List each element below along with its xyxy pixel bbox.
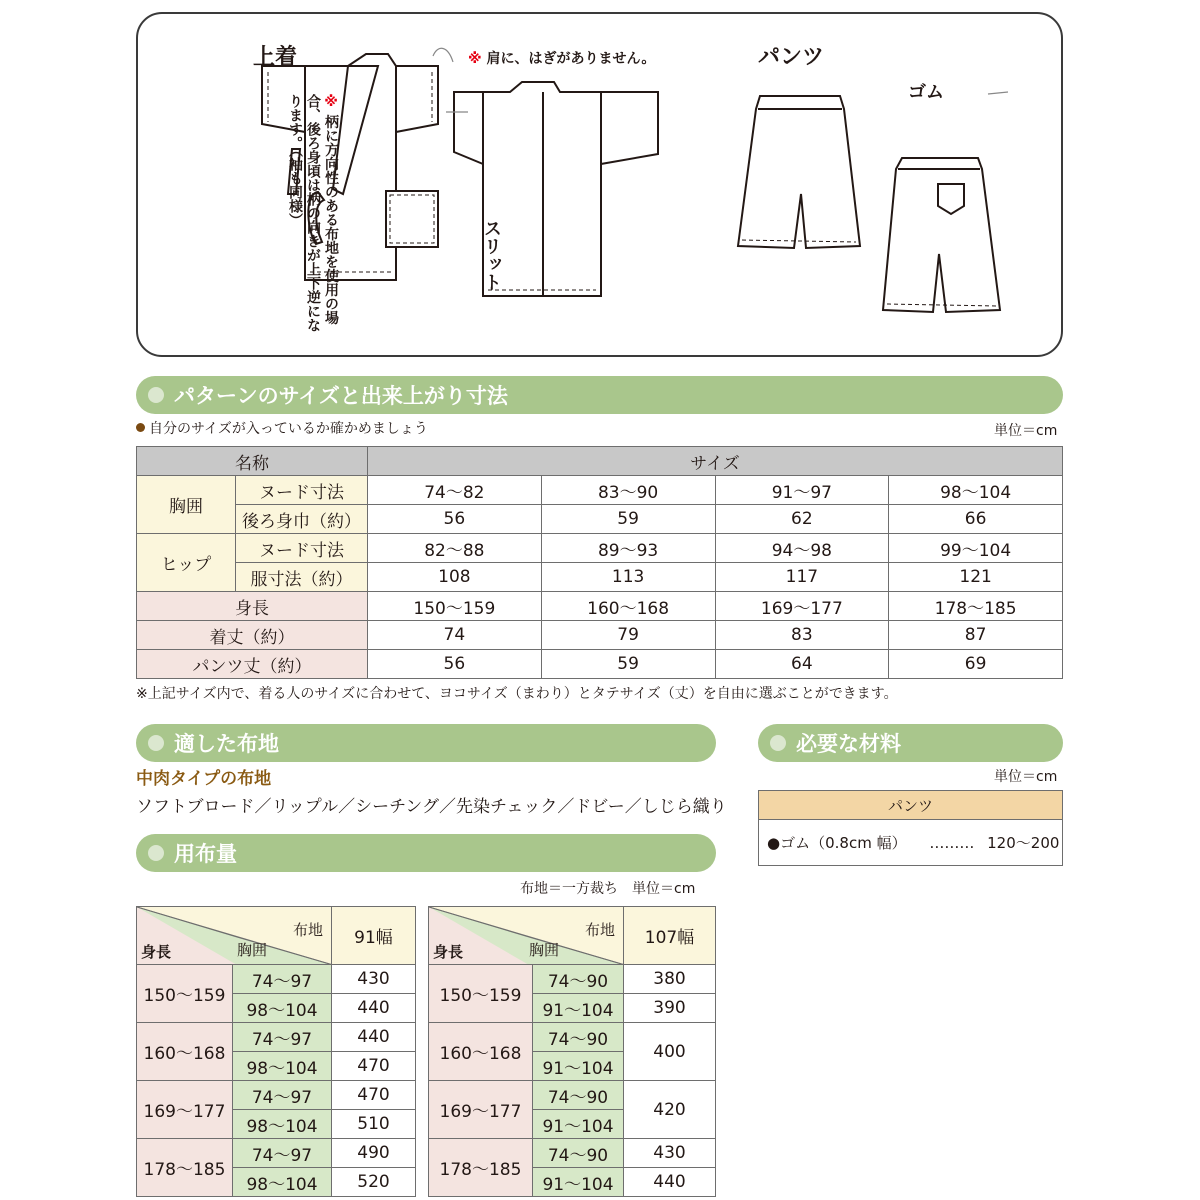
chest-cell: 91～104 [533, 1168, 624, 1197]
garment-illustration [136, 12, 1063, 357]
cell: 59 [541, 505, 715, 534]
elastic-label: ゴム [908, 82, 944, 103]
row-label: ヌード寸法 [236, 534, 368, 563]
materials-item [759, 820, 1063, 866]
row-label: 後ろ身巾（約） [236, 505, 368, 534]
chest-cell: 74～97 [233, 1023, 332, 1052]
cell: 74 [368, 621, 542, 650]
row-label: パンツ丈（約） [137, 650, 368, 679]
height-cell: 160～168 [137, 1023, 233, 1081]
value-cell: 430 [332, 965, 416, 994]
corner-chest-label: 胸囲 [237, 941, 268, 959]
cell: 87 [889, 621, 1063, 650]
circle-icon [148, 845, 164, 861]
height-cell: 150～159 [137, 965, 233, 1023]
height-cell: 169～177 [137, 1081, 233, 1139]
cell: 150～159 [368, 592, 542, 621]
chest-cell: 74～97 [233, 1139, 332, 1168]
corner-fabric-label: 布地 [292, 921, 323, 939]
slit-label: スリット [481, 219, 502, 291]
value-cell: 390 [624, 994, 716, 1023]
height-cell: 160～168 [429, 1023, 533, 1081]
materials-table [758, 790, 1063, 866]
cell: 83 [715, 621, 889, 650]
size-unit: 単位＝cm [994, 423, 1058, 439]
cell: 94～98 [715, 534, 889, 563]
section-title: 用布量 [174, 842, 237, 866]
header-size: サイズ [368, 447, 1063, 476]
chest-cell: 74～90 [533, 1139, 624, 1168]
size-footnote: ※上記サイズ内で、着る人のサイズに合わせて、ヨコサイズ（まわり）とタテサイズ（丈）を自由に選ぶことができます。 [136, 686, 898, 702]
circle-icon [148, 735, 164, 751]
cell: 56 [368, 505, 542, 534]
chest-cell: 98～104 [233, 1168, 332, 1197]
height-cell: 169～177 [429, 1081, 533, 1139]
row-label: 着丈（約） [137, 621, 368, 650]
value-cell: 440 [624, 1168, 716, 1197]
row-label: ヌード寸法 [236, 476, 368, 505]
table-row [137, 476, 1063, 505]
cell: 98～104 [889, 476, 1063, 505]
cell: 178～185 [889, 592, 1063, 621]
jacket-label: 上着 [253, 45, 298, 70]
cell: 79 [541, 621, 715, 650]
corner-height-label: 身長 [141, 943, 172, 961]
size-table [136, 446, 1063, 679]
cell: 74～82 [368, 476, 542, 505]
fabric-list: ソフトブロード／リップル／シーチング／先染チェック／ドビー／しじら織り [136, 797, 727, 817]
circle-icon [148, 387, 164, 403]
value-cell: 520 [332, 1168, 416, 1197]
height-cell: 178～185 [429, 1139, 533, 1197]
cell: 69 [889, 650, 1063, 679]
row-group-chest: 胸囲 [137, 476, 236, 534]
row-group-hip: ヒップ [137, 534, 236, 592]
corner-header [429, 907, 624, 965]
table-row [137, 505, 1063, 534]
table-row [137, 592, 1063, 621]
chest-cell: 98～104 [233, 994, 332, 1023]
value-cell: 470 [332, 1081, 416, 1110]
value-cell: 510 [332, 1110, 416, 1139]
header-name: 名称 [137, 447, 368, 476]
table-row [137, 621, 1063, 650]
value-cell: 400 [624, 1023, 716, 1081]
chest-cell: 91～104 [533, 1052, 624, 1081]
height-cell: 150～159 [429, 965, 533, 1023]
cell: 108 [368, 563, 542, 592]
note-mark: ※ [468, 51, 482, 67]
materials-unit: 単位＝cm [994, 769, 1058, 785]
chest-cell: 98～104 [233, 1052, 332, 1081]
shoulder-note [468, 48, 655, 68]
materials-item-label: ●ゴム（0.8cm 幅） [767, 834, 907, 852]
chest-cell: 74～90 [533, 1081, 624, 1110]
table-row [137, 534, 1063, 563]
chest-cell: 91～104 [533, 994, 624, 1023]
chest-cell: 91～104 [533, 1110, 624, 1139]
value-cell: 440 [332, 1023, 416, 1052]
fabric-type: 中肉タイプの布地 [136, 769, 272, 789]
section-header-materials [758, 724, 1063, 762]
cell: 160～168 [541, 592, 715, 621]
section-header-size [136, 376, 1063, 414]
cell: 91～97 [715, 476, 889, 505]
chest-cell: 98～104 [233, 1110, 332, 1139]
corner-chest-label: 胸囲 [529, 941, 560, 959]
height-cell: 178～185 [137, 1139, 233, 1197]
bullet-icon [136, 423, 145, 432]
cell: 113 [541, 563, 715, 592]
table-row [137, 650, 1063, 679]
value-cell: 430 [624, 1139, 716, 1168]
section-title: 必要な材料 [796, 732, 901, 756]
cell: 66 [889, 505, 1063, 534]
section-header-yardage [136, 834, 716, 872]
cell: 62 [715, 505, 889, 534]
section-title: パターンのサイズと出来上がり寸法 [174, 384, 508, 408]
yardage-table-107 [428, 906, 716, 1197]
size-subtitle [136, 418, 428, 438]
chest-cell: 74～97 [233, 965, 332, 994]
pattern-direction-note [286, 94, 340, 334]
row-label: 服寸法（約） [236, 563, 368, 592]
corner-fabric-label: 布地 [584, 921, 615, 939]
value-cell: 490 [332, 1139, 416, 1168]
value-cell: 380 [624, 965, 716, 994]
leader-dots: ……… [929, 834, 975, 852]
cell: 59 [541, 650, 715, 679]
size-subtitle-text: 自分のサイズが入っているか確かめましょう [149, 421, 428, 437]
section-header-fabric [136, 724, 716, 762]
value-cell: 440 [332, 994, 416, 1023]
section-title: 適した布地 [174, 732, 279, 756]
pants-label: パンツ [758, 45, 825, 70]
cell: 82～88 [368, 534, 542, 563]
width-label: 91幅 [332, 907, 416, 965]
chest-cell: 74～90 [533, 965, 624, 994]
materials-item-value: 120～200 [987, 834, 1060, 852]
cell: 83～90 [541, 476, 715, 505]
cell: 64 [715, 650, 889, 679]
pattern-direction-note-text: 柄に方向性のある布地を使用の場合、後ろ身頃は柄の向きが上下逆になります。（袖も同様） [287, 94, 339, 332]
width-label: 107幅 [624, 907, 716, 965]
shoulder-note-text: 肩に、はぎがありません。 [486, 51, 656, 67]
chest-cell: 74～97 [233, 1081, 332, 1110]
circle-icon [770, 735, 786, 751]
cell: 89～93 [541, 534, 715, 563]
yardage-note: 布地＝一方裁ち 単位＝cm [520, 881, 696, 897]
yardage-table-91 [136, 906, 416, 1197]
materials-header: パンツ [759, 791, 1063, 820]
row-label: 身長 [137, 592, 368, 621]
table-row [137, 563, 1063, 592]
cell: 117 [715, 563, 889, 592]
chest-cell: 74～90 [533, 1023, 624, 1052]
cell: 169～177 [715, 592, 889, 621]
cell: 56 [368, 650, 542, 679]
corner-height-label: 身長 [433, 943, 464, 961]
value-cell: 420 [624, 1081, 716, 1139]
cell: 121 [889, 563, 1063, 592]
corner-header [137, 907, 332, 965]
cell: 99～104 [889, 534, 1063, 563]
note-mark: ※ [323, 94, 339, 110]
value-cell: 470 [332, 1052, 416, 1081]
